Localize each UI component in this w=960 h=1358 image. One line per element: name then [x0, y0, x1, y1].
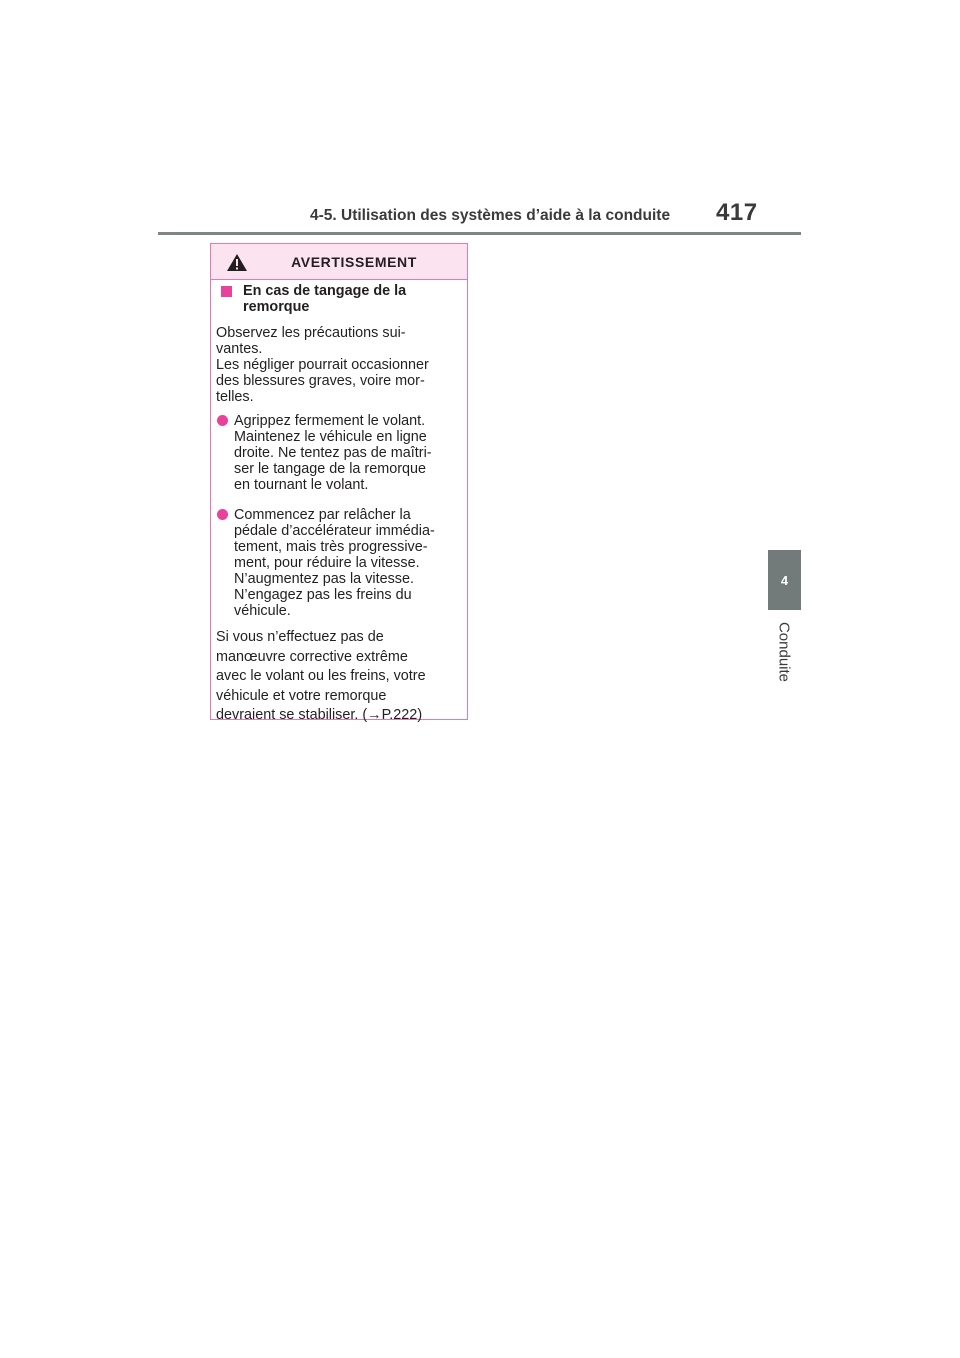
chapter-label: Conduite [775, 621, 793, 683]
bullet-item [216, 413, 462, 493]
warning-header [211, 244, 467, 280]
text-line: pédale d’accélérateur immédia- [234, 523, 435, 539]
circle-bullet-icon [217, 415, 228, 426]
text-line: devraient se stabiliser. ( [216, 707, 368, 724]
page-reference-link[interactable]: P.222) [381, 707, 423, 724]
running-header-title: 4-5. Utilisation des systèmes d’aide à la conduite [310, 207, 671, 224]
circle-bullet-icon [217, 509, 228, 520]
text-line: N’augmentez pas la vitesse. [234, 571, 414, 587]
intro-paragraph [216, 325, 462, 405]
warning-triangle-icon [226, 253, 248, 272]
text-line: ment, pour réduire la vitesse. [234, 555, 420, 571]
text-line: droite. Ne tentez pas de maîtri- [234, 445, 432, 461]
section-heading-line: remorque [243, 299, 310, 315]
text-line: avec le volant ou les freins, votre [216, 668, 426, 685]
page-number: 417 [716, 199, 758, 226]
text-line: Observez les précautions sui- [216, 325, 406, 341]
warning-box [210, 243, 468, 724]
text-line: telles. [216, 389, 254, 405]
text-line: véhicule et votre remorque [216, 687, 387, 704]
text-line: véhicule. [234, 603, 291, 619]
text-line: vantes. [216, 341, 263, 357]
warning-label: AVERTISSEMENT [291, 253, 417, 270]
warning-body [211, 283, 467, 726]
reference-arrow-icon: → [367, 707, 382, 724]
text-line: N’engagez pas les freins du [234, 587, 412, 603]
header-divider [158, 232, 801, 235]
text-line: Agrippez fermement le volant. [234, 413, 426, 429]
text-line: tement, mais très progressive- [234, 539, 428, 555]
section-heading-line: En cas de tangage de la [243, 283, 407, 299]
chapter-number: 4 [780, 572, 789, 588]
section-heading [216, 283, 462, 315]
text-line: manœuvre corrective extrême [216, 648, 408, 665]
text-line: en tournant le volant. [234, 477, 369, 493]
text-line: Maintenez le véhicule en ligne [234, 429, 427, 445]
text-line-with-reference [216, 706, 462, 726]
text-line: ser le tangage de la remorque [234, 461, 426, 477]
bullet-item [216, 507, 462, 619]
chapter-tab [768, 550, 801, 610]
text-line: Les négliger pourrait occasionner [216, 357, 429, 373]
text-line: des blessures graves, voire mor- [216, 373, 425, 389]
closing-paragraph [216, 628, 462, 726]
square-bullet-icon [221, 286, 232, 297]
text-line: Si vous n’effectuez pas de [216, 629, 384, 645]
text-line: Commencez par relâcher la [234, 507, 411, 523]
